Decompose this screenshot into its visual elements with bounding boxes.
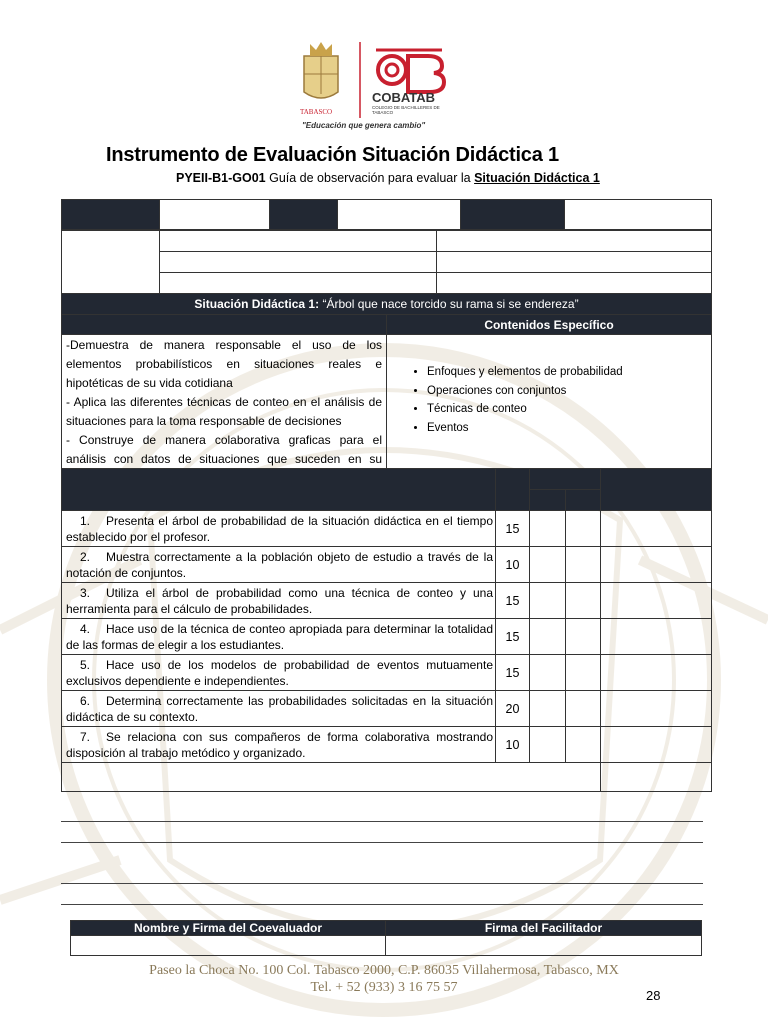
- no-checkbox[interactable]: [565, 511, 601, 547]
- total-field[interactable]: [601, 763, 712, 792]
- criterion-num: 7.: [80, 729, 91, 744]
- coevaluador-signature-field[interactable]: [71, 936, 386, 956]
- total-row: [62, 763, 712, 792]
- criterion-num: 3.: [80, 585, 91, 600]
- table-row: [62, 547, 712, 583]
- subtitle-text: Guía de observación para evaluar la: [265, 171, 475, 185]
- facilitador-header: Firma del Facilitador: [386, 921, 702, 936]
- criterion-cell: [62, 583, 496, 619]
- situacion-header: [62, 294, 712, 315]
- signatures-table: [70, 920, 702, 956]
- points-header: [496, 469, 530, 511]
- criterion-points: 15: [496, 511, 530, 547]
- criteria-table: [61, 468, 712, 792]
- logo-left-text: TABASCO: [300, 108, 333, 116]
- criterion-text: Hace uso de los modelos de probabilidad de eventos mutuamente exclusivos dependiente e independientes.: [66, 657, 493, 688]
- observations-header: [601, 469, 712, 511]
- criterion-text: Muestra correctamente a la población objeto de estudio a través de la notación de conjuntos.: [66, 549, 493, 580]
- page-subtitle: [176, 171, 600, 185]
- header-input-1[interactable]: [160, 200, 270, 230]
- yes-checkbox[interactable]: [530, 619, 566, 655]
- criterion-cell: [62, 511, 496, 547]
- member-field[interactable]: [437, 273, 712, 294]
- criteria-header: [62, 469, 496, 511]
- table-row: [62, 655, 712, 691]
- criterion-text: Se relaciona con sus compañeros de forma colaborativa mostrando disposición al trabajo metódico y organizado.: [66, 729, 493, 760]
- situacion-table: [61, 293, 712, 490]
- yes-checkbox[interactable]: [530, 691, 566, 727]
- yes-checkbox[interactable]: [530, 547, 566, 583]
- header-cell-dark-1: [62, 200, 160, 230]
- footer-phone: Tel. + 52 (933) 3 16 75 57: [310, 980, 458, 995]
- header-cell-dark-2: [270, 200, 338, 230]
- member-field[interactable]: [160, 273, 437, 294]
- no-checkbox[interactable]: [565, 619, 601, 655]
- observation-field[interactable]: [601, 691, 712, 727]
- criterion-num: 1.: [80, 513, 91, 528]
- criterion-cell: [62, 727, 496, 763]
- member-field[interactable]: [160, 231, 437, 252]
- yes-checkbox[interactable]: [530, 655, 566, 691]
- subtitle-link: Situación Didáctica 1: [474, 171, 600, 185]
- criterion-text: Utiliza el árbol de probabilidad como una técnica de conteo y una herramienta para el cálculo de probabilidades.: [66, 585, 493, 616]
- no-checkbox[interactable]: [565, 583, 601, 619]
- member-field[interactable]: [160, 252, 437, 273]
- observation-field[interactable]: [601, 583, 712, 619]
- yes-checkbox[interactable]: [530, 511, 566, 547]
- signature-line[interactable]: [61, 821, 703, 822]
- observation-field[interactable]: [601, 655, 712, 691]
- criterion-num: 6.: [80, 693, 91, 708]
- situacion-text: “Árbol que nace torcido su rama si se endereza”: [319, 297, 579, 311]
- criterion-points: 20: [496, 691, 530, 727]
- contenido-item: • Técnicas de conteo: [427, 400, 711, 419]
- criterion-points: 10: [496, 547, 530, 583]
- no-header: [565, 490, 601, 511]
- competencia-item: -Demuestra de manera responsable el uso de los elementos probabilísticos en situaciones reales e hipotéticas de su vida cotidiana: [66, 338, 382, 390]
- criterion-num: 2.: [80, 549, 91, 564]
- yes-checkbox[interactable]: [530, 583, 566, 619]
- member-field[interactable]: [437, 231, 712, 252]
- footer-address: Paseo la Choca No. 100 Col. Tabasco 2000, C.P. 86035 Villahermosa, Tabasco, MX: [149, 963, 619, 978]
- contenido-item: • Operaciones con conjuntos: [427, 382, 711, 401]
- facilitador-signature-field[interactable]: [386, 936, 702, 956]
- page-title: Instrumento de Evaluación Situación Didáctica 1: [106, 144, 559, 166]
- total-cell: [62, 763, 601, 792]
- header-input-3[interactable]: [564, 200, 711, 230]
- coevaluador-header: Nombre y Firma del Coevaluador: [71, 921, 386, 936]
- criterion-points: 15: [496, 655, 530, 691]
- criterion-cell: [62, 547, 496, 583]
- yes-header: [530, 490, 566, 511]
- contenidos-cell: [387, 335, 712, 490]
- header-logos: [296, 38, 456, 134]
- student-info-header: [61, 199, 712, 230]
- page-number: 28: [646, 988, 661, 1003]
- team-members-table: [61, 230, 712, 294]
- no-checkbox[interactable]: [565, 727, 601, 763]
- team-label-cell: [62, 231, 160, 294]
- table-row: [62, 583, 712, 619]
- cobatab-logo-icon: [374, 48, 446, 94]
- criterion-num: 5.: [80, 657, 91, 672]
- table-row: [62, 619, 712, 655]
- meets-header: [530, 469, 601, 490]
- criterion-cell: [62, 655, 496, 691]
- criterion-cell: [62, 691, 496, 727]
- competencia-item: - Aplica las diferentes técnicas de conteo en el análisis de situaciones para la toma responsable de decisiones: [66, 395, 382, 428]
- no-checkbox[interactable]: [565, 655, 601, 691]
- observation-field[interactable]: [601, 547, 712, 583]
- criterion-num: 4.: [80, 621, 91, 636]
- contenidos-header: Contenidos Específico: [387, 315, 712, 335]
- criterion-text: Presenta el árbol de probabilidad de la situación didáctica en el tiempo establecido por el profesor.: [66, 513, 493, 544]
- competencias-cell: [62, 335, 387, 490]
- signature-line[interactable]: [61, 842, 703, 843]
- criterion-points: 15: [496, 619, 530, 655]
- competencia-item: - Construye de manera colaborativa graficas para el análisis con datos de situaciones que suceden en su: [66, 433, 382, 466]
- yes-checkbox[interactable]: [530, 727, 566, 763]
- no-checkbox[interactable]: [565, 547, 601, 583]
- criterion-points: 10: [496, 727, 530, 763]
- slogan: "Educación que genera cambio": [302, 121, 426, 130]
- observation-field[interactable]: [601, 511, 712, 547]
- observation-field[interactable]: [601, 619, 712, 655]
- tabasco-shield-icon: [296, 38, 456, 134]
- member-field[interactable]: [437, 252, 712, 273]
- signature-line[interactable]: [61, 904, 703, 905]
- criterion-cell: [62, 619, 496, 655]
- doc-code: PYEII-B1-GO01: [176, 171, 266, 185]
- brand-name: COBATAB: [372, 90, 436, 105]
- contenido-item: • Eventos: [427, 419, 711, 438]
- brand-subtitle: COLEGIO DE BACHILLERES DE TABASCO: [372, 105, 440, 115]
- observation-field[interactable]: [601, 727, 712, 763]
- table-row: [62, 691, 712, 727]
- table-row: [62, 727, 712, 763]
- table-row: [62, 511, 712, 547]
- criterion-points: 15: [496, 583, 530, 619]
- contenido-item: • Enfoques y elementos de probabilidad: [427, 363, 711, 382]
- header-input-2[interactable]: [338, 200, 460, 230]
- header-cell-dark-3: [460, 200, 564, 230]
- situacion-label: Situación Didáctica 1:: [194, 297, 320, 311]
- criterion-text: Determina correctamente las probabilidades solicitadas en la situación didáctica de su contexto.: [66, 693, 493, 724]
- signature-line[interactable]: [61, 883, 703, 884]
- competencias-header: [62, 315, 387, 335]
- criterion-text: Hace uso de la técnica de conteo apropiada para determinar la totalidad de las formas de elegir a los estudiantes.: [66, 621, 493, 652]
- no-checkbox[interactable]: [565, 691, 601, 727]
